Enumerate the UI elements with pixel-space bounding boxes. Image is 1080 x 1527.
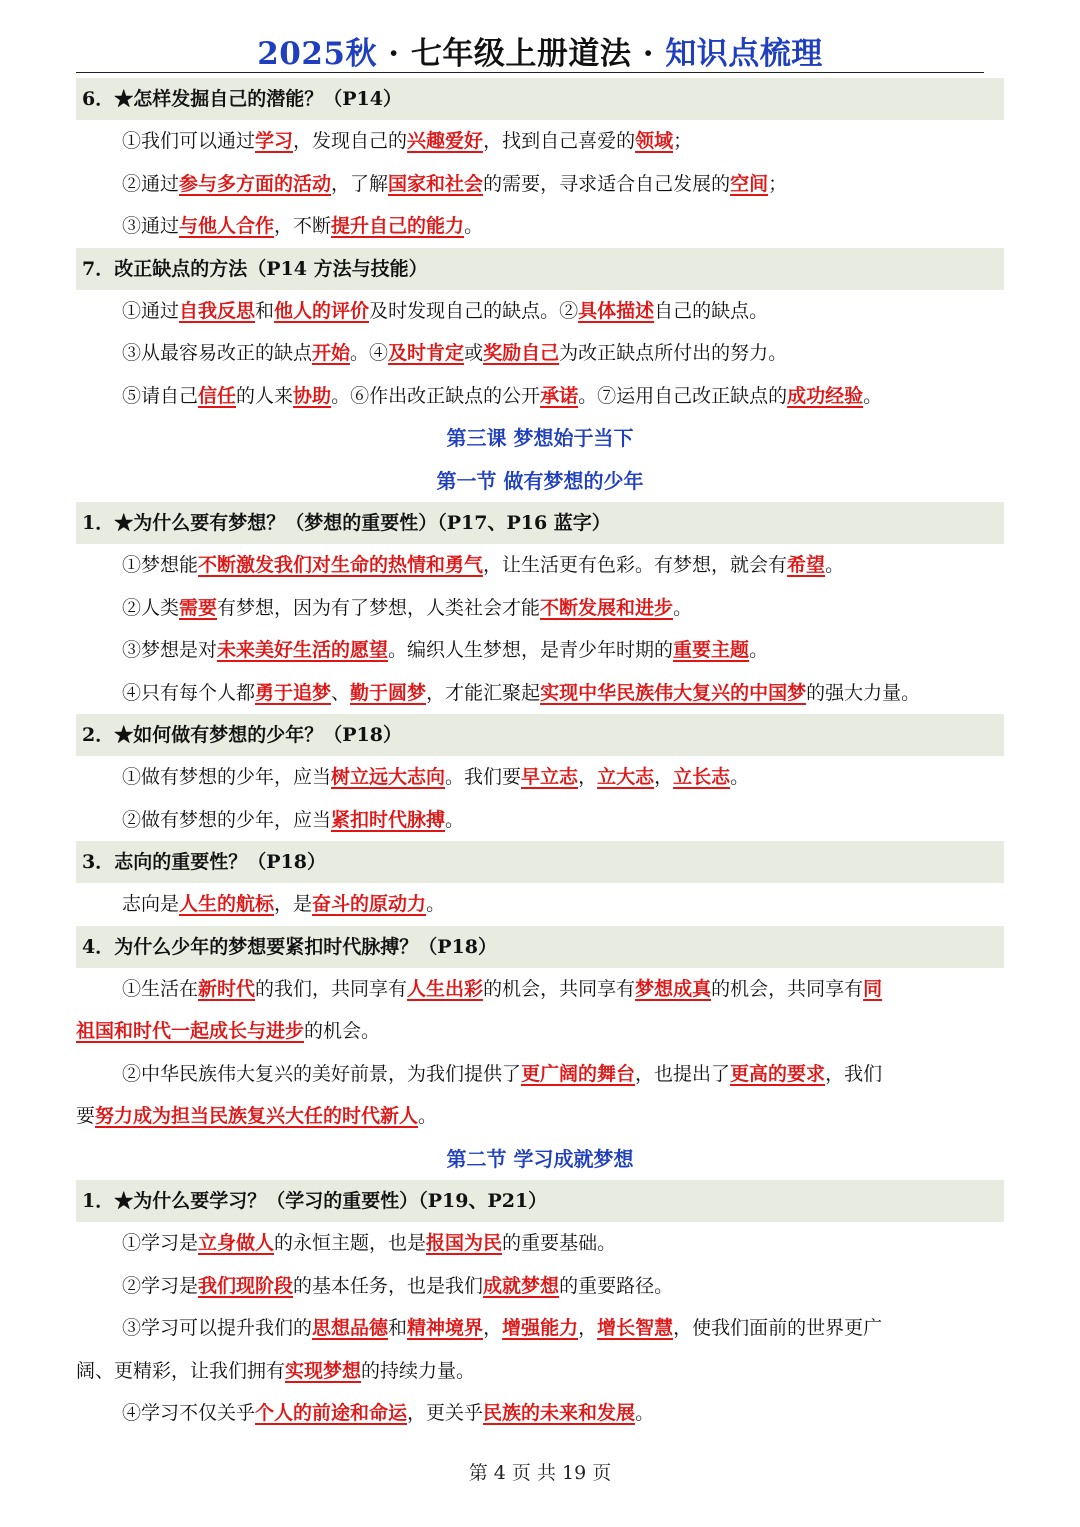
key-term: 参与多方面的活动 — [179, 172, 332, 195]
body-text: ， — [654, 766, 674, 788]
answer-line — [76, 883, 1004, 926]
body-text: ①做有梦想的少年，应当 — [122, 766, 332, 788]
body-text: ②中华民族伟大复兴的美好前景，为我们提供了 — [122, 1062, 522, 1085]
body-text: 。 — [464, 215, 484, 237]
body-text: ③学习可以提升我们的 — [122, 1317, 313, 1339]
body-text: 。 — [749, 639, 769, 661]
key-term: 实现中华民族伟大复兴的中国梦 — [540, 681, 807, 704]
key-term: 具体描述 — [578, 299, 655, 322]
body-text: ④只有每个人都 — [122, 681, 256, 704]
body-text: ，也提出了 — [635, 1062, 731, 1085]
lesson-title: 第三课 梦想始于当下 — [446, 426, 634, 450]
answer-line — [76, 968, 1004, 1011]
body-text: 的机会，共同享有 — [711, 977, 864, 1000]
question-heading: 7．改正缺点的方法（P14 方法与技能） — [76, 248, 1004, 290]
body-text: 。⑦运用自己改正缺点的 — [578, 384, 788, 407]
key-term: 奖励自己 — [483, 342, 560, 364]
key-term: 希望 — [787, 554, 826, 576]
body-text: ，才能汇聚起 — [426, 681, 541, 704]
answer-line — [76, 205, 1004, 248]
body-text: ①我们可以通过 — [122, 130, 256, 152]
key-term: 与他人合作 — [179, 215, 275, 237]
question-heading: 4．为什么少年的梦想要紧扣时代脉搏？（P18） — [76, 926, 1004, 968]
body-text: 的我们，共同享有 — [255, 977, 408, 1000]
key-term: 更广阔的舞台 — [521, 1062, 636, 1085]
key-term: 增强能力 — [502, 1317, 579, 1339]
answer-line — [76, 1053, 1004, 1096]
key-term: 自我反思 — [179, 299, 256, 322]
key-term: 需要 — [179, 596, 218, 619]
answer-line — [76, 672, 1004, 715]
question-heading: 1．★为什么要有梦想？（梦想的重要性）（P17、P16 蓝字） — [76, 502, 1004, 544]
answer-line — [76, 629, 1004, 672]
answer-line — [76, 587, 1004, 630]
key-term: 不断激发我们对生命的热情和勇气 — [198, 554, 484, 576]
body-text: ③通过 — [122, 215, 180, 237]
body-text: 和 — [388, 1317, 408, 1339]
body-text: 。 — [445, 808, 465, 831]
header-term: 2025秋 — [257, 36, 377, 72]
key-term: 人生的航标 — [179, 893, 275, 915]
header-divider — [76, 72, 984, 73]
key-term: 精神境界 — [407, 1317, 484, 1339]
answer-line — [76, 375, 1004, 418]
body-text: ①生活在 — [122, 977, 199, 1000]
body-text: 或 — [464, 342, 484, 364]
body-text: ，使我们面前的世界更广 — [673, 1317, 883, 1339]
key-term: 祖国和时代一起成长与进步 — [76, 1020, 305, 1042]
key-term: 勤于圆梦 — [350, 681, 427, 704]
answer-line — [76, 120, 1004, 163]
body-text: 。 — [426, 893, 446, 915]
body-text: 的强大力量。 — [806, 681, 921, 704]
answer-line — [76, 1392, 1004, 1435]
key-term: 更高的要求 — [730, 1062, 826, 1085]
key-term: 个人的前途和命运 — [255, 1402, 408, 1424]
body-text: 为改正缺点所付出的努力。 — [559, 342, 788, 364]
key-term: 未来美好生活的愿望 — [217, 639, 389, 661]
answer-line — [76, 163, 1004, 206]
body-text: ，找到自己喜爱的 — [483, 130, 636, 152]
header-dot: · — [642, 36, 654, 72]
key-term: 成功经验 — [787, 384, 864, 407]
key-term: 实现梦想 — [285, 1359, 362, 1382]
answer-line — [76, 1350, 1004, 1393]
key-term: 立身做人 — [198, 1232, 275, 1254]
body-text: 。 — [418, 1105, 438, 1127]
body-text: ③梦想是对 — [122, 639, 218, 661]
question-heading: 1．★为什么要学习？（学习的重要性）（P19、P21） — [76, 1180, 1004, 1222]
body-text: ； — [768, 172, 788, 195]
body-text: ②通过 — [122, 172, 180, 195]
answer-line — [76, 1010, 1004, 1053]
body-text: 。⑥作出改正缺点的公开 — [331, 384, 541, 407]
page-number: 第 4 页 共 19 页 — [468, 1462, 612, 1484]
body-text: ， — [483, 1317, 503, 1339]
body-text: ①通过 — [122, 299, 180, 322]
key-term: 提升自己的能力 — [331, 215, 465, 237]
section-title: 第一节 做有梦想的少年 — [436, 468, 644, 493]
section-title: 第二节 学习成就梦想 — [446, 1146, 634, 1171]
body-text: ②做有梦想的少年，应当 — [122, 808, 332, 831]
body-text: ⑤请自己 — [122, 384, 199, 407]
document-body — [76, 78, 1004, 1435]
key-term: 树立远大志向 — [331, 766, 446, 788]
body-text: ，是 — [274, 893, 313, 915]
key-term: 早立志 — [521, 766, 579, 788]
body-text: 要 — [76, 1105, 96, 1127]
body-text: 的需要，寻求适合自己发展的 — [483, 172, 731, 195]
key-term: 梦想成真 — [635, 977, 712, 1000]
header-dot: · — [388, 36, 400, 72]
key-term: 人生出彩 — [407, 977, 484, 1000]
body-text: ，了解 — [331, 172, 389, 195]
body-text: 的机会，共同享有 — [483, 977, 636, 1000]
key-term: 立大志 — [597, 766, 655, 788]
body-text: 阔、更精彩，让我们拥有 — [76, 1359, 286, 1382]
body-text: ②人类 — [122, 596, 180, 619]
key-term: 我们现阶段 — [198, 1274, 294, 1297]
body-text: 。 — [863, 384, 883, 407]
body-text: 。编织人生梦想，是青少年时期的 — [388, 639, 674, 661]
body-text: 的重要路径。 — [559, 1274, 674, 1297]
key-term: 信任 — [198, 384, 237, 407]
body-text: ， — [578, 766, 598, 788]
key-term: 重要主题 — [673, 639, 750, 661]
answer-line — [76, 1307, 1004, 1350]
body-text: 、 — [331, 681, 351, 704]
body-text: 和 — [255, 299, 275, 322]
key-term: 学习 — [255, 130, 294, 152]
body-text: ③从最容易改正的缺点 — [122, 342, 313, 364]
body-text: ，发现自己的 — [293, 130, 408, 152]
question-heading: 2．★如何做有梦想的少年？（P18） — [76, 714, 1004, 756]
answer-line — [76, 1222, 1004, 1265]
answer-line — [76, 1095, 1004, 1138]
body-text: ④学习不仅关乎 — [122, 1402, 256, 1424]
body-text: ，不断 — [274, 215, 332, 237]
body-text: ， — [578, 1317, 598, 1339]
body-text: 。 — [825, 554, 845, 576]
answer-line — [76, 544, 1004, 587]
question-heading: 6．★怎样发掘自己的潜能？（P14） — [76, 78, 1004, 120]
body-text: 志向是 — [122, 893, 180, 915]
answer-line — [76, 799, 1004, 842]
key-term: 思想品德 — [312, 1317, 389, 1339]
answer-line — [76, 1265, 1004, 1308]
body-text: ，让生活更有色彩。有梦想，就会有 — [483, 554, 788, 576]
body-text: 。 — [635, 1402, 655, 1424]
body-text: 自己的缺点。 — [654, 299, 769, 322]
key-term: 报国为民 — [426, 1232, 503, 1254]
body-text: ②学习是 — [122, 1274, 199, 1297]
key-term: 协助 — [293, 384, 332, 407]
key-term: 及时肯定 — [388, 342, 465, 364]
header-subject: 七年级上册道法 — [410, 36, 632, 72]
key-term: 国家和社会 — [388, 172, 484, 195]
body-text: 及时发现自己的缺点。② — [369, 299, 579, 322]
answer-line — [76, 290, 1004, 333]
body-text: ，更关乎 — [407, 1402, 484, 1424]
key-term: 领域 — [635, 130, 674, 152]
key-term: 承诺 — [540, 384, 579, 407]
body-text: 的永恒主题，也是 — [274, 1232, 427, 1254]
answer-line — [76, 756, 1004, 799]
body-text: 有梦想，因为有了梦想，人类社会才能 — [217, 596, 541, 619]
key-term: 勇于追梦 — [255, 681, 332, 704]
body-text: 。我们要 — [445, 766, 522, 788]
key-term: 兴趣爱好 — [407, 130, 484, 152]
key-term: 空间 — [730, 172, 769, 195]
body-text: ，我们 — [825, 1062, 883, 1085]
body-text: 的机会。 — [304, 1020, 381, 1042]
body-text: 。 — [673, 596, 693, 619]
key-term: 他人的评价 — [274, 299, 370, 322]
key-term: 增长智慧 — [597, 1317, 674, 1339]
body-text: 。 — [730, 766, 750, 788]
body-text: ①学习是 — [122, 1232, 199, 1254]
body-text: ①梦想能 — [122, 554, 199, 576]
key-term: 开始 — [312, 342, 351, 364]
key-term: 不断发展和进步 — [540, 596, 674, 619]
body-text: ； — [673, 130, 693, 152]
body-text: 的人来 — [236, 384, 294, 407]
body-text: 。④ — [350, 342, 389, 364]
body-text: 的重要基础。 — [502, 1232, 617, 1254]
key-term: 努力成为担当民族复兴大任的时代新人 — [95, 1105, 419, 1127]
header-topic: 知识点梳理 — [665, 36, 823, 72]
key-term: 同 — [863, 977, 883, 1000]
key-term: 立长志 — [673, 766, 731, 788]
key-term: 奋斗的原动力 — [312, 893, 427, 915]
key-term: 紧扣时代脉搏 — [331, 808, 446, 831]
body-text: 的基本任务，也是我们 — [293, 1274, 484, 1297]
page-header-title — [0, 28, 1080, 73]
answer-line — [76, 332, 1004, 375]
body-text: 的持续力量。 — [361, 1359, 476, 1382]
question-heading: 3．志向的重要性？（P18） — [76, 841, 1004, 883]
key-term: 成就梦想 — [483, 1274, 560, 1297]
key-term: 民族的未来和发展 — [483, 1402, 636, 1424]
key-term: 新时代 — [198, 977, 256, 1000]
